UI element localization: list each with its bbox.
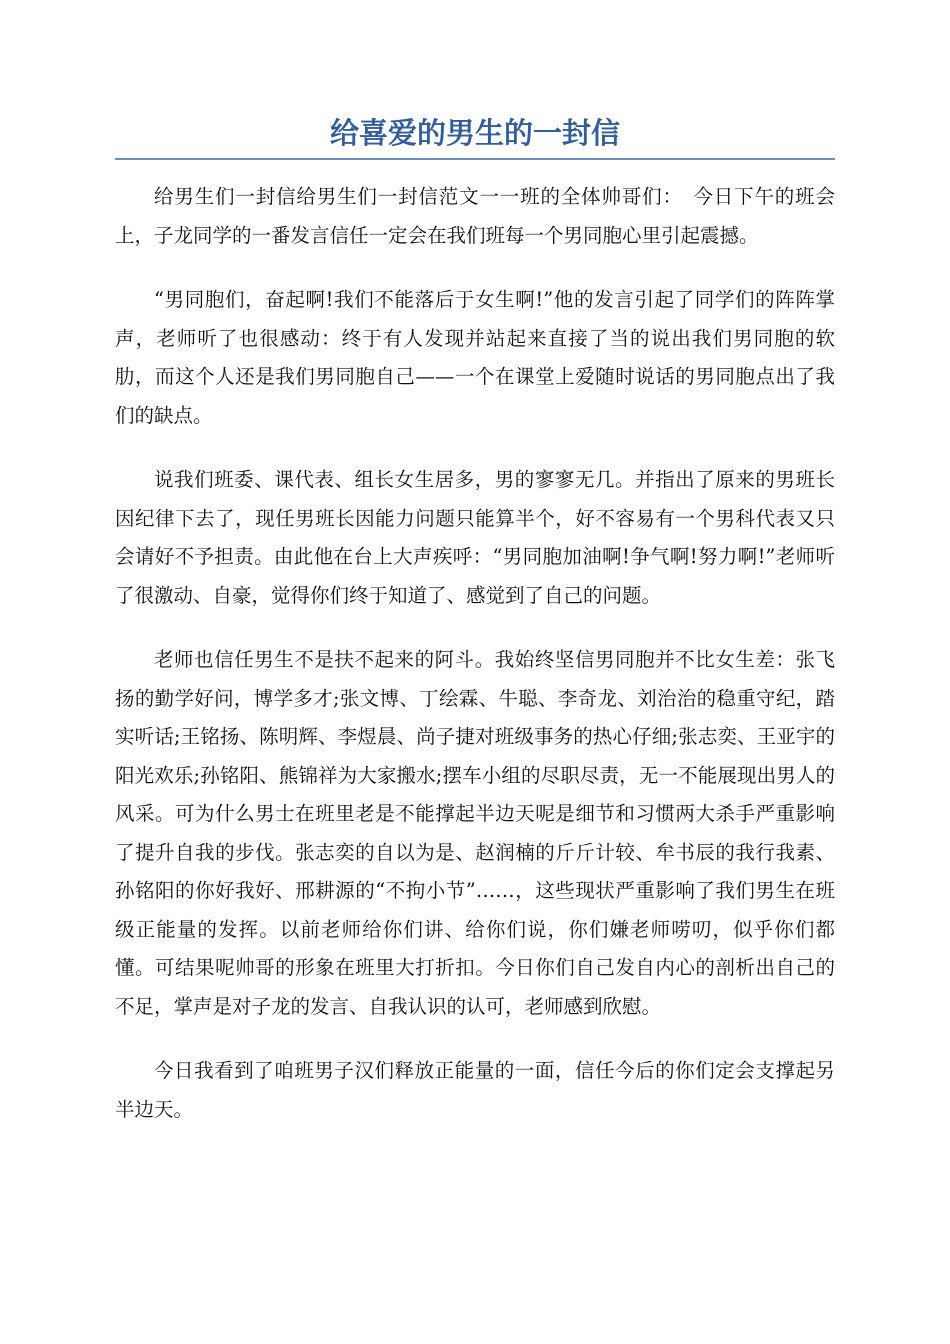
paragraph-2: “男同胞们，奋起啊!我们不能落后于女生啊!”他的发言引起了同学们的阵阵掌声，老师听了也很感动：终于有人发现并站起来直接了当的说出我们男同胞的软肋，而这个人还是我们男同胞自己——一个在课堂上爱随时说话的男同胞点出了我们的缺点。 [115,288,835,427]
paragraph-3: 说我们班委、课代表、组长女生居多，男的寥寥无几。并指出了原来的男班长因纪律下去了，现任男班长因能力问题只能算半个，好不容易有一个男科代表又只会请好不予担责。由此他在台上大声疾呼：“男同胞加油啊!争气啊!努力啊!”老师听了很激动、自豪，觉得你们终于知道了、感觉到了自己的问题。 [115,468,835,607]
document-title: 给喜爱的男生的一封信 [329,116,620,150]
paragraph-5: 今日我看到了咱班男子汉们释放正能量的一面，信任今后的你们定会支撑起另半边天。 [115,1059,835,1121]
title-underline [115,158,835,160]
paragraph-1: 给男生们一封信给男生们一封信范文一一班的全体帅哥们： 今日下午的班会上，子龙同学的一番发言信任一定会在我们班每一个男同胞心里引起震撼。 [115,185,835,247]
paragraph-4: 老师也信任男生不是扶不起来的阿斗。我始终坚信男同胞并不比女生差：张飞扬的勤学好问，博学多才;张文博、丁绘霖、牛聪、李奇龙、刘治治的稳重守纪，踏实听话;王铭扬、陈明辉、李煜晨、尚子捷对班级事务的热心仔细;张志奕、王亚宇的阳光欢乐;孙铭阳、熊锦祥为大家搬水;摆车小组的尽职尽责，无一不能展现出男人的风采。可为什么男士在班里老是不能撑起半边天呢是细节和习惯两大杀手严重影响了提升自我的步伐。张志奕的自以为是、赵润楠的斤斤计较、牟书辰的我行我素、孙铭阳的你好我好、邢耕源的“不拘小节”……，这些现状严重影响了我们男生在班级正能量的发挥。以前老师给你们讲、给你们说，你们嫌老师唠叨，似乎你们都懂。可结果呢帅哥的形象在班里大打折扣。今日你们自己发自内心的剖析出自己的不足，掌声是对子龙的发言、自我认识的认可，老师感到欣慰。 [115,648,835,1018]
document-page [115,110,835,1155]
